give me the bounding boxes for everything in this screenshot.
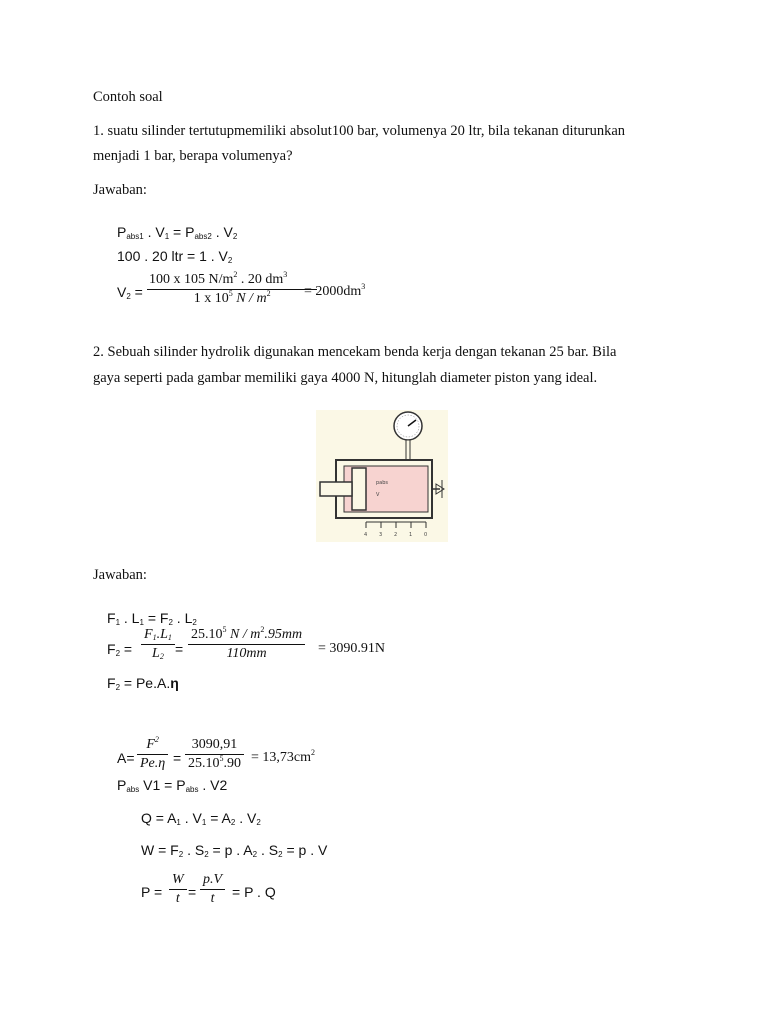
hydraulic-cylinder-figure <box>316 410 448 542</box>
piston-rod <box>320 482 352 496</box>
scale-label: 4 <box>364 532 368 538</box>
equation-2-line-3: $F_2 = Pe.A.\eta$ <box>107 675 179 692</box>
equation-2-fraction-1: $\frac{F_1.L_1}{L_2}$ <box>141 627 175 662</box>
equation-7-fraction-1: $\frac{W}{t}$ <box>169 872 187 907</box>
equation-3-fraction-1: $\frac{F^2}{Pe.\eta}$ <box>137 737 168 772</box>
equation-2-fraction-2: $\frac{25.10^5 N / m^2.95mm}{110mm}$ <box>188 627 305 662</box>
equation-3-fraction-2: $\frac{3090,91}{25.10^5.90}$ <box>185 737 244 772</box>
equation-7-equals: = <box>188 884 197 900</box>
equation-5: $Q = A_1$ . $V_1 = A_2$ . $V_2$ <box>141 810 261 827</box>
equation-3-lhs: A= <box>117 750 135 766</box>
question-2-line-1: 2. Sebuah silinder hydrolik digunakan mencekam benda kerja dengan tekanan 25 bar. Bila <box>93 344 617 360</box>
equation-1-result: = $2000dm^3$ <box>304 282 366 299</box>
answer-label-2: Jawaban: <box>93 567 147 583</box>
scale-label: 0 <box>424 532 428 538</box>
hydraulic-cylinder-svg <box>316 410 448 542</box>
equation-2-line-1: $F_1$ . $L_1 = F_2$ . $L_2$ <box>107 610 197 627</box>
equation-4: $P_{abs}$ $V1 = P_{abs}$ . V2 <box>117 777 228 794</box>
question-1-line-2: menjadi 1 bar, berapa volumenya? <box>93 148 293 164</box>
equation-3-equals: = <box>173 750 182 766</box>
equation-7-lhs: P = <box>141 884 163 900</box>
question-1-line-1: 1. suatu silinder tertutupmemiliki absolut100 bar, volumenya 20 ltr, bila tekanan diturunkan <box>93 123 626 139</box>
equation-2-result: = 3090.91N <box>318 641 386 656</box>
scale-label: 1 <box>409 532 413 538</box>
answer-label-1: Jawaban: <box>93 182 147 198</box>
equation-1-fraction: $\frac{100 x 105 N/m^2 . 20 dm^3}{1 x 10^5 N / m^2}$ <box>147 272 317 307</box>
equation-6: $W = F_2$ . $S_2 = p$ . $A_2$ . $S_2 = p$ . V <box>141 842 328 859</box>
equation-1-line-1: $P_{abs1}$ . $V_1 = P_{abs2}$ . $V_2$ <box>117 224 238 241</box>
scale-label: 3 <box>379 532 383 538</box>
equation-3-result: = $13,73cm^2$ <box>251 748 315 765</box>
question-2-line-2: gaya seperti pada gambar memiliki gaya 4000 N, hitunglah diameter piston yang ideal. <box>93 370 598 386</box>
svg-text:V: V <box>376 492 380 498</box>
equation-2-equals: = <box>175 641 184 657</box>
equation-7-result: = P . Q <box>232 884 276 900</box>
piston <box>352 468 366 510</box>
heading: Contoh soal <box>93 89 163 105</box>
scale-label: 2 <box>394 532 398 538</box>
equation-7-fraction-2: $\frac{p.V}{t}$ <box>200 872 225 907</box>
svg-text:pabs: pabs <box>376 480 389 486</box>
equation-2-line-2-lhs: $F_2$ = <box>107 641 133 658</box>
equation-1-line-3-lhs: $V_2$ = <box>117 284 143 301</box>
equation-1-line-2: 100 . 20 ltr = 1 . $V_2$ <box>117 248 233 265</box>
